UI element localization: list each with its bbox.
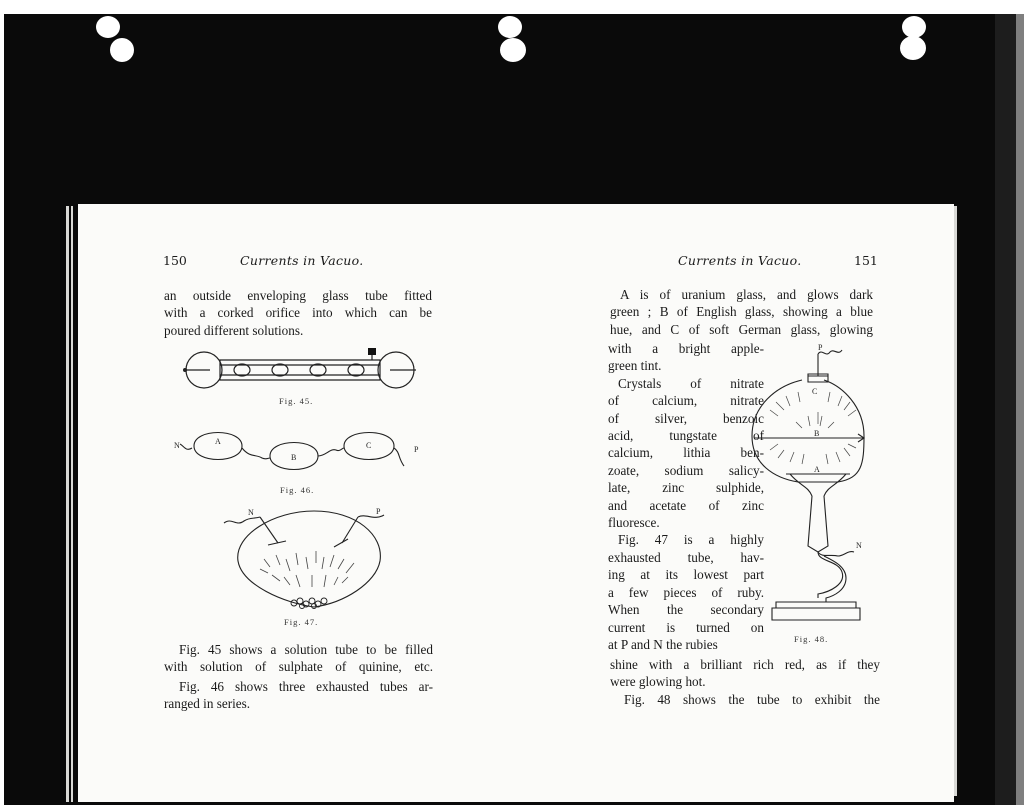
fig46-label-a: A — [215, 437, 221, 446]
left-paragraph-fig46 — [164, 678, 433, 713]
text-line: current is turned on — [608, 619, 764, 635]
text-line: ing at its lowest part — [608, 567, 764, 583]
text-line: an outside enveloping glass tube fitted — [164, 288, 432, 303]
right-bottom-paragraph — [610, 656, 880, 708]
fig48-label-n: N — [856, 541, 862, 550]
figure-46-series-tubes — [170, 418, 430, 482]
figure-47-ruby-tube — [224, 503, 394, 613]
left-intro-paragraph — [164, 287, 432, 339]
fig46-label-b: B — [291, 453, 297, 462]
text-line: with a corked orifice into which can be — [164, 305, 432, 321]
page-edge-left — [66, 206, 69, 802]
figure-46-caption: Fig. 46. — [280, 485, 315, 495]
right-narrow-column — [608, 340, 764, 653]
text-line: of calcium, nitrate — [608, 393, 764, 409]
punch-hole-left-2 — [110, 38, 134, 62]
text-line: shine with a brilliant rich red, as if they — [610, 657, 880, 672]
fig48-label-p: P — [818, 343, 823, 352]
right-top-paragraph — [610, 286, 873, 338]
text-line: at P and N the rubies — [608, 636, 718, 652]
right-page-number: 151 — [854, 253, 878, 268]
punch-hole-left — [96, 16, 120, 38]
punch-hole-right — [902, 16, 926, 38]
text-line: ranged in series. — [164, 696, 251, 712]
fig46-label-c: C — [366, 441, 372, 450]
figure-45-caption: Fig. 45. — [279, 396, 314, 406]
figure-48-caption: Fig. 48. — [794, 634, 829, 644]
text-line: A is of uranium glass, and glows dark — [620, 287, 873, 302]
text-line: calcium, lithia ben- — [608, 445, 764, 461]
text-line: poured different solutions. — [164, 322, 304, 338]
punch-hole-right-2 — [900, 36, 926, 60]
text-line: were glowing hot. — [610, 674, 706, 690]
text-line: hue, and C of soft German glass, glowing — [610, 321, 873, 337]
text-line: exhausted tube, hav- — [608, 549, 764, 565]
fig47-label-p: P — [376, 507, 381, 516]
text-line: acid, tungstate of — [608, 428, 764, 444]
text-line: green ; B of English glass, showing a blue — [610, 304, 873, 320]
punch-hole-center — [498, 16, 522, 38]
text-line: Fig. 48 shows the tube to exhibit the — [624, 691, 880, 707]
fig48-label-c: C — [812, 387, 818, 396]
text-line: with solution of sulphate of quinine, etc. — [164, 659, 433, 675]
text-line: Crystals of nitrate — [618, 375, 764, 391]
page-edge-right — [954, 206, 957, 796]
right-running-head: Currents in Vacuo. — [678, 253, 802, 268]
figure-45-solution-tube — [180, 346, 420, 390]
text-line: with a bright apple- — [608, 341, 764, 356]
left-running-head: Currents in Vacuo. — [240, 253, 364, 268]
text-line: and acetate of zinc — [608, 497, 764, 513]
text-line: green tint. — [608, 358, 662, 374]
fig47-label-n: N — [248, 508, 254, 517]
left-paragraph-fig45 — [164, 641, 433, 676]
page-edge-left-2 — [71, 206, 73, 802]
text-line: of silver, benzoic — [608, 410, 764, 426]
text-line: Fig. 47 is a highly — [618, 532, 764, 548]
left-page-number: 150 — [163, 253, 187, 268]
fig46-label-p: P — [414, 445, 419, 454]
text-line: late, zinc sulphide, — [608, 480, 764, 496]
text-line: When the secondary — [608, 602, 764, 618]
figure-47-caption: Fig. 47. — [284, 617, 319, 627]
text-line: fluoresce. — [608, 515, 660, 531]
fig48-label-a: A — [814, 465, 820, 474]
punch-hole-center-2 — [500, 38, 526, 62]
figure-48-tube-on-stand — [746, 343, 872, 630]
text-line: Fig. 46 shows three exhausted tubes ar- — [179, 679, 433, 694]
text-line: Fig. 45 shows a solution tube to be filled — [179, 642, 433, 657]
fig48-label-b: B — [814, 429, 820, 438]
text-line: zoate, sodium salicy- — [608, 462, 764, 478]
fig46-label-n: N — [174, 441, 180, 450]
text-line: a few pieces of ruby. — [608, 584, 764, 600]
